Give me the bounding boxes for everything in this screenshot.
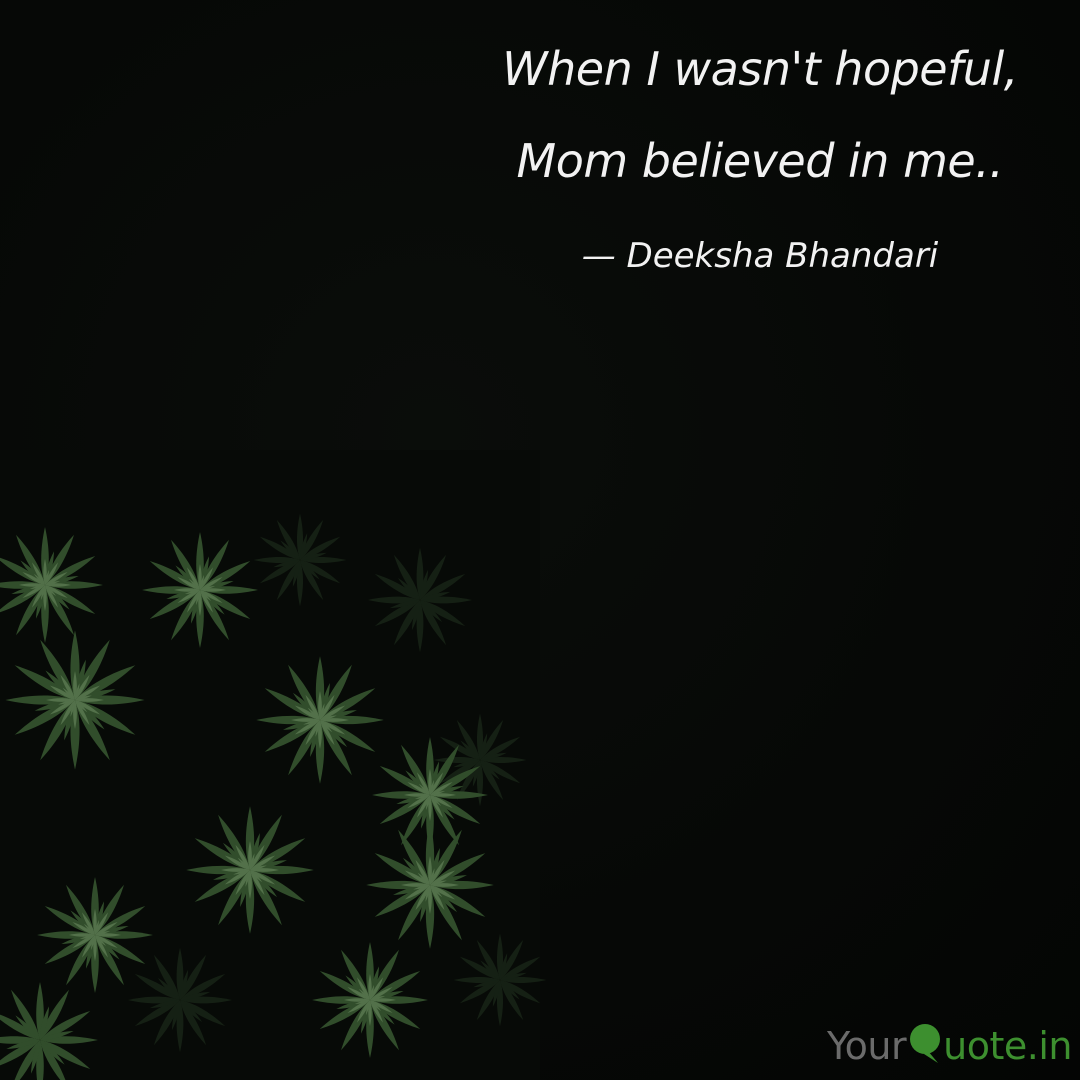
quote-bubble-icon xyxy=(908,1021,942,1065)
quote-line-1: When I wasn't hopeful, xyxy=(502,42,1018,96)
yourquote-watermark xyxy=(827,1015,1072,1068)
quote-author: — Deeksha Bhandari xyxy=(581,236,939,276)
quote-line-2: Mom believed in me.. xyxy=(516,134,1004,188)
watermark-suffix: .in xyxy=(1026,1024,1072,1068)
watermark-prefix: Your xyxy=(827,1024,907,1068)
watermark-middle: uote xyxy=(943,1024,1027,1068)
